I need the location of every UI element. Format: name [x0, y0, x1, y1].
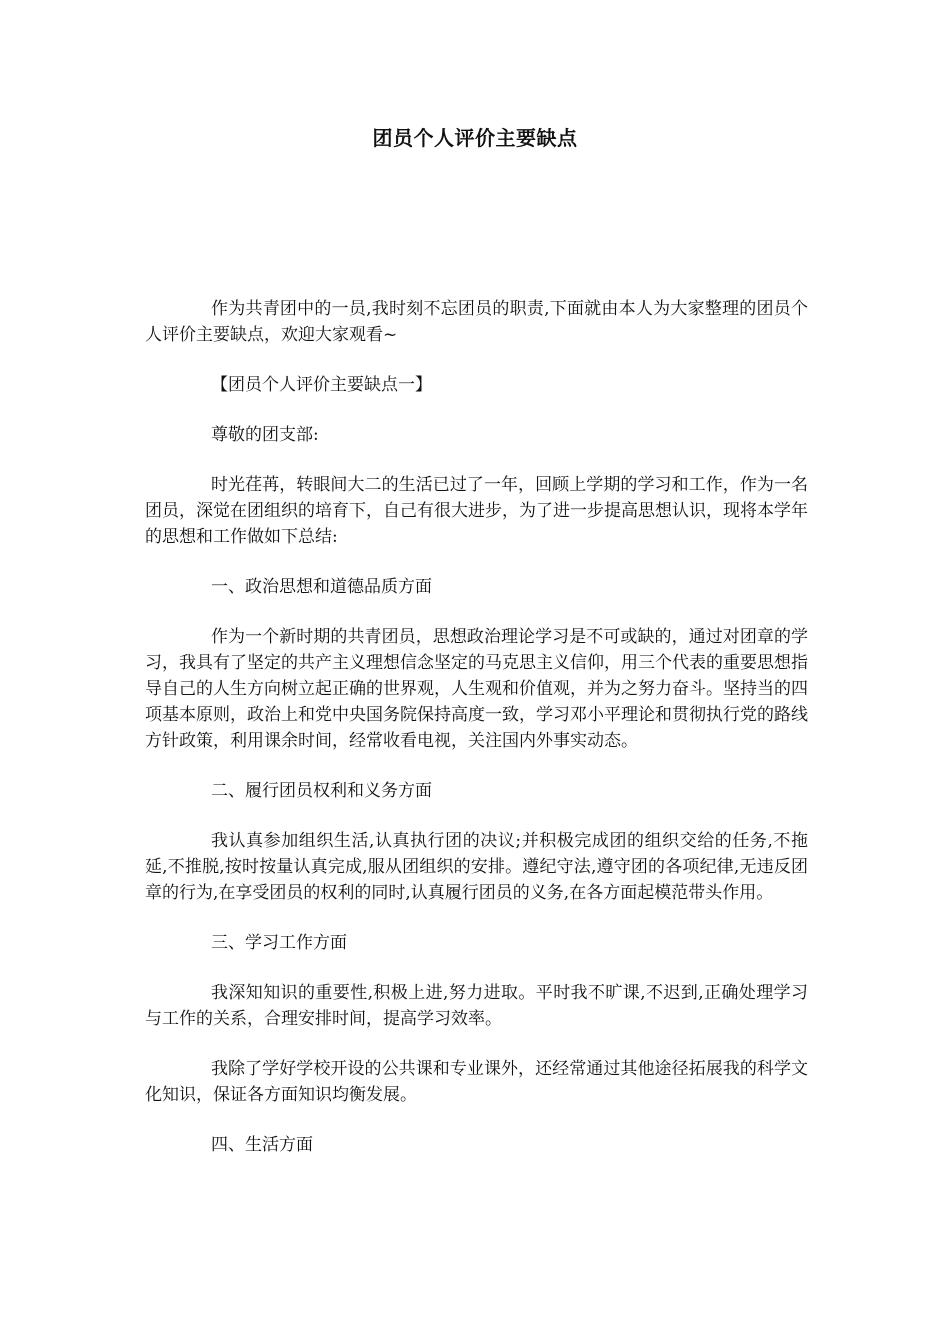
study-paragraph-1: 我深知知识的重要性,积极上进,努力进取。平时我不旷课,不迟到,正确处理学习与工作的关系，合理安排时间，提高学习效率。: [145, 983, 808, 1029]
study-paragraph-2: 我除了学好学校开设的公共课和专业课外，还经常通过其他途径拓展我的科学文化知识，保证各方面知识均衡发展。: [145, 1059, 808, 1105]
intro-paragraph: 作为共青团中的一员,我时刻不忘团员的职责,下面就由本人为大家整理的团员个人评价主要缺点，欢迎大家观看~: [145, 299, 808, 345]
section-heading-duties: 二、履行团员权利和义务方面: [211, 781, 432, 801]
section-heading-politics: 一、政治思想和道德品质方面: [211, 577, 432, 597]
section-title-part-one: 【团员个人评价主要缺点一】: [211, 375, 432, 395]
section-heading-life: 四、生活方面: [211, 1135, 313, 1155]
politics-paragraph: 作为一个新时期的共青团员，思想政治理论学习是不可或缺的，通过对团章的学习，我具有了坚定的共产主义理想信念坚定的马克思主义信仰，用三个代表的重要思想指导自己的人生方向树立起正确的世界观，人生观和价值观，并为之努力奋斗。坚持当的四项基本原则，政治上和党中央国务院保持高度一致，学习邓小平理论和贯彻执行党的路线方针政策，利用课余时间，经常收看电视，关注国内外事实动态。: [145, 627, 808, 751]
document-title: 团员个人评价主要缺点: [372, 126, 578, 150]
document-body: [145, 296, 808, 1182]
duties-paragraph: 我认真参加组织生活,认真执行团的决议;并积极完成团的组织交给的任务,不拖延,不推脱,按时按量认真完成,服从团组织的安排。遵纪守法,遵守团的各项纪律,无违反团章的行为,在享受团员的权利的同时,认真履行团员的义务,在各方面起模范带头作用。: [145, 831, 808, 903]
opening-paragraph: 时光荏苒，转眼间大二的生活已过了一年，回顾上学期的学习和工作，作为一名团员，深觉在团组织的培育下，自己有很大进步，为了进一步提高思想认识，现将本学年的思想和工作做如下总结:: [145, 475, 808, 547]
section-heading-study: 三、学习工作方面: [211, 933, 347, 953]
salutation: 尊敬的团支部:: [211, 425, 319, 445]
